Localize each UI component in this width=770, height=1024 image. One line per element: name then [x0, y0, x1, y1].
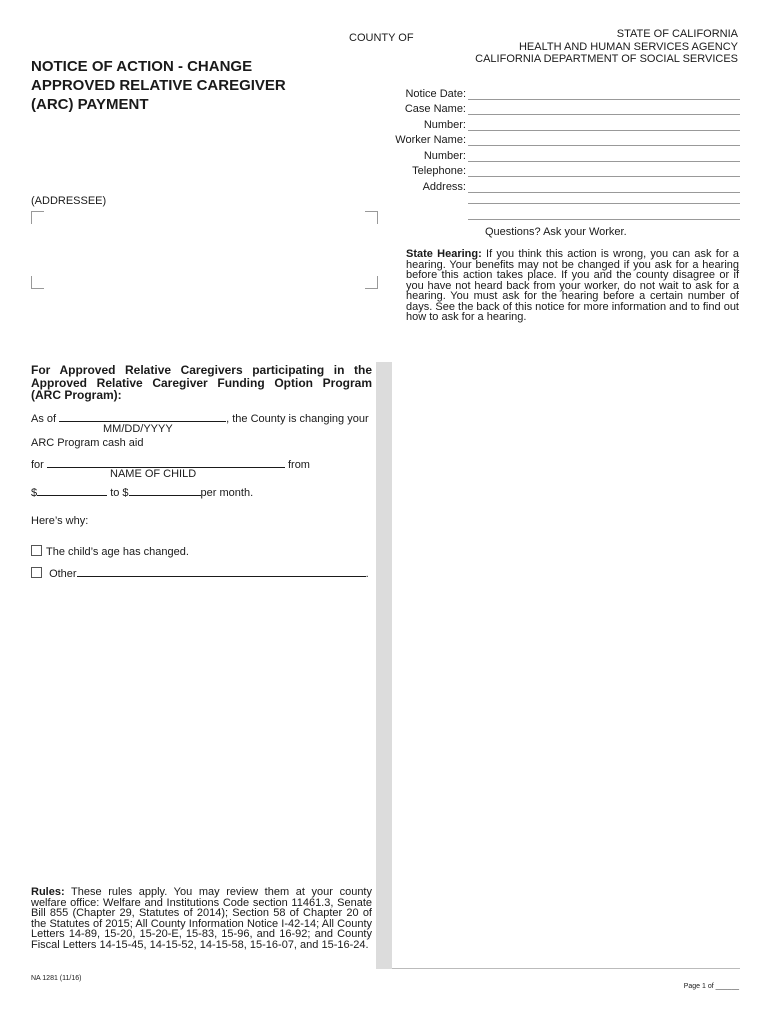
field-address — [380, 177, 740, 193]
other-period: . — [365, 568, 369, 580]
state-hearing-text: If you think this action is wrong, you can ask for a hearing. Your benefits may not be changed if you ask for a hearing before this action takes place. If you and the county disagree or if you have not heard back from your worker, do not wait to ask for a hearing. You must ask for the hearing before a certain number of days. See the back of this notice for more information and to find out how to ask for a hearing. — [406, 248, 739, 323]
reason-age-row — [31, 545, 189, 558]
cash-aid-text: ARC Program cash aid — [31, 437, 144, 449]
changing-text: , the County is changing your — [226, 413, 369, 425]
agency-line: STATE OF CALIFORNIA — [616, 28, 738, 40]
divider — [392, 968, 740, 969]
from-amount-input[interactable] — [37, 485, 107, 496]
from-label: from — [287, 459, 310, 471]
field-label: Case Name: — [404, 103, 466, 115]
address-input[interactable] — [468, 180, 740, 193]
field-label: Number: — [423, 118, 466, 131]
addressee-label: (ADDRESSEE) — [31, 195, 107, 207]
address-window-corner — [31, 276, 44, 289]
address-line-3[interactable] — [468, 219, 740, 220]
date-format-hint: MM/DD/YYYY — [103, 423, 173, 435]
agency-line: CALIFORNIA DEPARTMENT OF SOCIAL SERVICES — [475, 53, 738, 65]
address-window-corner — [365, 211, 378, 224]
reason-age-label: The child’s age has changed. — [46, 546, 189, 558]
heres-why-text: Here’s why: — [31, 515, 89, 527]
title-line: (ARC) PAYMENT — [31, 96, 149, 113]
to-label: to $ — [110, 487, 129, 499]
other-reason-input[interactable] — [77, 566, 366, 577]
per-month-text: per month. — [200, 487, 254, 499]
arc-heading: For Approved Relative Caregivers participating in the Approved Relative Caregiver Funding Option Program (ARC Program): — [31, 363, 372, 402]
as-of-line — [31, 411, 369, 425]
title-line: APPROVED RELATIVE CAREGIVER — [31, 77, 286, 94]
worker-name-input[interactable] — [468, 133, 740, 146]
rules-paragraph — [31, 887, 372, 950]
case-name-input[interactable] — [468, 102, 740, 115]
telephone-input[interactable] — [468, 164, 740, 177]
address-line-2[interactable] — [468, 203, 740, 204]
address-window-corner — [365, 276, 378, 289]
other-checkbox[interactable] — [31, 567, 42, 578]
field-worker-name — [380, 131, 740, 147]
title-line: NOTICE OF ACTION - CHANGE — [31, 58, 253, 75]
field-label: Address: — [422, 180, 466, 193]
questions-text: Questions? Ask your Worker. — [485, 226, 627, 238]
state-hearing-paragraph — [406, 249, 739, 323]
reason-other-row — [31, 566, 369, 580]
field-case-number — [380, 115, 740, 131]
field-case-name — [380, 100, 740, 116]
rules-label: Rules: — [31, 886, 65, 898]
notice-fields — [380, 84, 740, 193]
field-notice-date — [380, 84, 740, 100]
county-label: COUNTY OF — [349, 32, 414, 44]
form-number: NA 1281 (11/16) — [31, 975, 82, 982]
to-amount-input[interactable] — [129, 485, 201, 496]
field-worker-number — [380, 146, 740, 162]
reason-other-label: Other — [49, 568, 77, 580]
worker-number-input[interactable] — [468, 149, 740, 162]
child-name-input[interactable] — [47, 457, 285, 468]
child-name-hint: NAME OF CHILD — [110, 468, 197, 480]
case-number-input[interactable] — [468, 118, 740, 131]
effective-date-input[interactable] — [59, 411, 226, 422]
field-label: Notice Date: — [405, 87, 466, 100]
field-label: Number: — [423, 149, 466, 162]
state-hearing-label: State Hearing: — [406, 248, 482, 260]
agency-line: HEALTH AND HUMAN SERVICES AGENCY — [518, 40, 738, 53]
page-number: Page 1 of ______ — [683, 983, 739, 990]
for-label: for — [31, 459, 44, 471]
notice-title — [31, 57, 286, 114]
dollar-sign: $ — [31, 487, 38, 499]
field-telephone — [380, 162, 740, 178]
as-of-label: As of — [31, 413, 57, 425]
field-label: Worker Name: — [395, 134, 466, 146]
side-bar — [376, 362, 392, 969]
rules-text: These rules apply. You may review them at your county welfare office: Welfare and Institutions Code section 11461.3, Senate Bill 855 (Chapter 29, Statutes of 2014); Section 58 of Chapter 20 of the Statutes of 2015; All County Information Notice I-42-14; All County Letters 14-89, 15-20, 15-20-E, 15-83, 15-96, and 16-92; and County Fiscal Letters 14-15-45, 14-15-52, 14-15-58, 15-16-07, and 15-16-24. — [31, 886, 372, 951]
age-changed-checkbox[interactable] — [31, 545, 42, 556]
agency-block — [475, 28, 738, 66]
notice-date-input[interactable] — [468, 87, 740, 100]
field-label: Telephone: — [412, 165, 466, 177]
address-window-corner — [31, 211, 44, 224]
amount-line — [31, 485, 253, 499]
